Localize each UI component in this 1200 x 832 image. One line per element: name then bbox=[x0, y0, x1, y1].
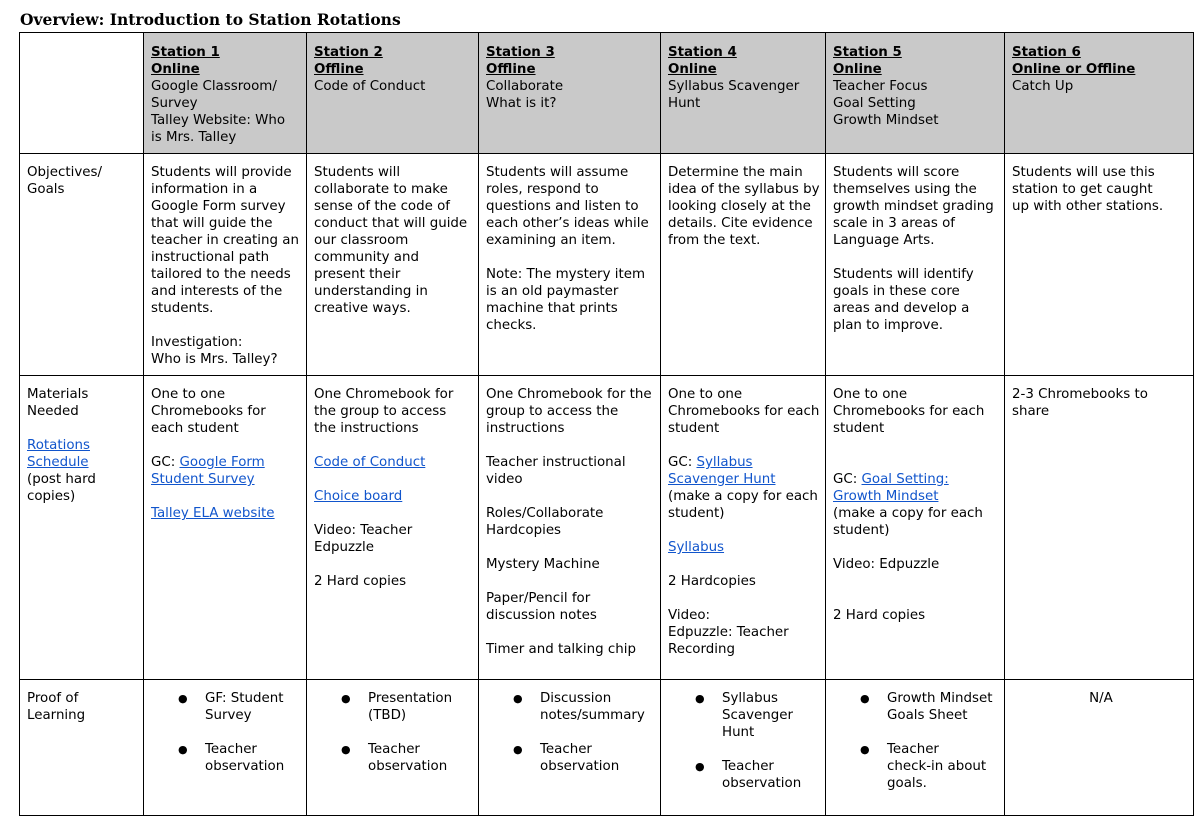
proof-cell bbox=[479, 680, 661, 816]
proof-bullet-list bbox=[314, 690, 475, 775]
proof-bullet-item bbox=[722, 758, 822, 792]
cell-text-line: conduct that will guide bbox=[314, 216, 468, 231]
materials-line: 2 Hardcopies bbox=[668, 574, 756, 589]
na-text: N/A bbox=[1089, 691, 1113, 706]
proof-bullet-item bbox=[887, 690, 1001, 724]
bullet-text-line: ● Syllabus bbox=[722, 691, 779, 706]
objectives-cell bbox=[826, 154, 1005, 376]
proof-bullet-list bbox=[486, 690, 657, 775]
station-rotation-table bbox=[19, 32, 1194, 816]
cell-text-line: understanding in bbox=[314, 284, 428, 299]
syllabus-scavenger-hunt-link[interactable]: Scavenger Hunt bbox=[668, 472, 776, 487]
objectives-row bbox=[20, 154, 1194, 376]
objectives-cell bbox=[307, 154, 479, 376]
cell-text-line: Language Arts. bbox=[833, 233, 935, 248]
bullet-text-line: Goals Sheet bbox=[887, 708, 968, 723]
bullet-text-line: ● Teacher bbox=[368, 742, 420, 757]
cell-text-line: checks. bbox=[486, 318, 537, 333]
cell-text-line: and interests of the bbox=[151, 284, 283, 299]
materials-cell-station-2 bbox=[307, 376, 479, 680]
proof-row bbox=[20, 680, 1194, 816]
station-desc-line: Teacher Focus bbox=[833, 79, 928, 94]
objectives-cell bbox=[144, 154, 307, 376]
materials-line: Video: bbox=[668, 608, 711, 623]
cell-text-line: Students will assume bbox=[486, 165, 629, 180]
materials-line: Mystery Machine bbox=[486, 557, 600, 572]
bullet-text-line: ● Teacher bbox=[722, 759, 774, 774]
bullet-text-line: Scavenger bbox=[722, 708, 793, 723]
page-title: Overview: Introduction to Station Rotations bbox=[20, 10, 401, 29]
cell-text-line: looking closely at the bbox=[668, 199, 811, 214]
cell-text-line: tailored to the needs bbox=[151, 267, 291, 282]
objectives-cell bbox=[661, 154, 826, 376]
proof-cell bbox=[826, 680, 1005, 816]
cell-text-line: plan to improve. bbox=[833, 318, 943, 333]
proof-bullet-item bbox=[722, 690, 822, 741]
materials-line: the group to access bbox=[314, 404, 447, 419]
materials-line: student bbox=[833, 421, 885, 436]
materials-cell-station-5 bbox=[826, 376, 1005, 680]
proof-bullet-item bbox=[368, 741, 475, 775]
station-desc-line: Google Classroom/ bbox=[151, 79, 277, 94]
materials-cell-station-1 bbox=[144, 376, 307, 680]
bullet-text-line: notes/summary bbox=[540, 708, 645, 723]
choice-board-link[interactable]: Choice board bbox=[314, 489, 403, 504]
objectives-cell bbox=[479, 154, 661, 376]
cell-text-line: present their bbox=[314, 267, 401, 282]
proof-bullet-item bbox=[887, 741, 1001, 792]
station-mode: Online bbox=[151, 62, 200, 77]
bullet-text-line: observation bbox=[368, 759, 448, 774]
materials-line: Chromebooks for bbox=[151, 404, 266, 419]
cell-text-line: creative ways. bbox=[314, 301, 411, 316]
cell-text-line: Investigation: bbox=[151, 335, 243, 350]
cell-text-line: Google Form survey bbox=[151, 199, 286, 214]
objectives-cell bbox=[1005, 154, 1194, 376]
station-6-header bbox=[1005, 33, 1194, 154]
materials-line: Timer and talking chip bbox=[486, 642, 636, 657]
station-5-header bbox=[826, 33, 1005, 154]
bullet-text-line: ● Teacher bbox=[887, 742, 939, 757]
materials-line: Chromebooks for each bbox=[668, 404, 820, 419]
rotations-schedule-link[interactable]: Rotations bbox=[27, 438, 90, 453]
station-desc-line: Syllabus Scavenger bbox=[668, 79, 800, 94]
station-desc-line: Survey bbox=[151, 96, 198, 111]
materials-line: 2 Hard copies bbox=[314, 574, 407, 589]
gc-prefix: GC: bbox=[833, 472, 862, 487]
cell-text-line: students. bbox=[151, 301, 214, 316]
station-mode: Online bbox=[668, 62, 717, 77]
row-label-line: Objectives/ bbox=[27, 165, 102, 180]
cell-text-line: Who is Mrs. Talley? bbox=[151, 352, 278, 367]
materials-line: (make a copy for each bbox=[668, 489, 818, 504]
materials-cell-station-6 bbox=[1005, 376, 1194, 680]
station-desc-line: Growth Mindset bbox=[833, 113, 939, 128]
proof-bullet-item bbox=[540, 741, 657, 775]
cell-text-line: up with other stations. bbox=[1012, 199, 1164, 214]
station-desc-line: Talley Website: Who bbox=[151, 113, 286, 128]
materials-row bbox=[20, 376, 1194, 680]
materials-line: group to access the bbox=[486, 404, 619, 419]
cell-text-line: areas and develop a bbox=[833, 301, 970, 316]
corner-cell bbox=[20, 33, 144, 154]
station-name: Station 5 bbox=[833, 45, 902, 60]
materials-line: the instructions bbox=[314, 421, 419, 436]
materials-line: Edpuzzle bbox=[314, 540, 374, 555]
station-mode: Offline bbox=[314, 62, 364, 77]
proof-bullet-list bbox=[833, 690, 1001, 792]
materials-line: each student bbox=[151, 421, 239, 436]
proof-bullet-item bbox=[368, 690, 475, 724]
station-mode: Offline bbox=[486, 62, 536, 77]
proof-bullet-item bbox=[540, 690, 657, 724]
talley-website-link[interactable]: Talley ELA website bbox=[151, 506, 275, 521]
cell-text-line: community and bbox=[314, 250, 419, 265]
row-label-line: Materials bbox=[27, 387, 89, 402]
google-form-link[interactable]: Google Form bbox=[179, 455, 265, 470]
materials-cell-station-3 bbox=[479, 376, 661, 680]
materials-line: One to one bbox=[833, 387, 908, 402]
materials-line: One to one bbox=[151, 387, 226, 402]
row-label-line: Goals bbox=[27, 182, 65, 197]
bullet-text-line: observation bbox=[205, 759, 285, 774]
bullet-text-line: (TBD) bbox=[368, 708, 407, 723]
cell-text-line: themselves using the bbox=[833, 182, 977, 197]
station-3-header bbox=[479, 33, 661, 154]
gc-prefix: GC: bbox=[151, 455, 180, 470]
station-desc-line: Catch Up bbox=[1012, 79, 1074, 94]
materials-line: One Chromebook for bbox=[314, 387, 454, 402]
cell-text-line: questions and listen to bbox=[486, 199, 639, 214]
station-desc-line: Hunt bbox=[668, 96, 701, 111]
bullet-text-line: ● Discussion bbox=[540, 691, 612, 706]
station-desc-line: Collaborate bbox=[486, 79, 564, 94]
materials-line: discussion notes bbox=[486, 608, 597, 623]
cell-text-line: Students will provide bbox=[151, 165, 292, 180]
materials-line: student) bbox=[668, 506, 725, 521]
cell-text-line: each other’s ideas while bbox=[486, 216, 649, 231]
station-desc-line: Goal Setting bbox=[833, 96, 916, 111]
station-4-header bbox=[661, 33, 826, 154]
cell-text-line: collaborate to make bbox=[314, 182, 448, 197]
goal-setting-link[interactable]: Growth Mindset bbox=[833, 489, 939, 504]
materials-line: Roles/Collaborate bbox=[486, 506, 604, 521]
cell-text-line: station to get caught bbox=[1012, 182, 1153, 197]
materials-line: Hardcopies bbox=[486, 523, 562, 538]
materials-line: Recording bbox=[668, 642, 735, 657]
gc-prefix: GC: bbox=[668, 455, 697, 470]
station-mode: Online or Offline bbox=[1012, 62, 1136, 77]
bullet-text-line: check-in about bbox=[887, 759, 987, 774]
bullet-text-line: ● Presentation bbox=[368, 691, 453, 706]
proof-bullet-item bbox=[205, 690, 303, 724]
station-2-header bbox=[307, 33, 479, 154]
cell-text-line: machine that prints bbox=[486, 301, 618, 316]
materials-line: 2-3 Chromebooks to bbox=[1012, 387, 1148, 402]
cell-text-line: idea of the syllabus by bbox=[668, 182, 820, 197]
bullet-text-line: ● Teacher bbox=[540, 742, 592, 757]
cell-text-line: examining an item. bbox=[486, 233, 616, 248]
bullet-text-line: Hunt bbox=[722, 725, 755, 740]
proof-cell bbox=[661, 680, 826, 816]
bullet-text-line: ● GF: Student bbox=[205, 691, 284, 706]
cell-text-line: sense of the code of bbox=[314, 199, 451, 214]
cell-text-line: growth mindset grading bbox=[833, 199, 994, 214]
cell-text-line: Students will identify bbox=[833, 267, 974, 282]
materials-line: Teacher instructional bbox=[486, 455, 626, 470]
syllabus-scavenger-hunt-link[interactable]: Syllabus bbox=[696, 455, 753, 470]
cell-text-line: scale in 3 areas of bbox=[833, 216, 955, 231]
materials-line: student bbox=[668, 421, 720, 436]
cell-text-line: roles, respond to bbox=[486, 182, 599, 197]
materials-line: (make a copy for each bbox=[833, 506, 983, 521]
row-label-line: copies) bbox=[27, 489, 76, 504]
row-label-line: Learning bbox=[27, 708, 86, 723]
row-label-materials bbox=[20, 376, 144, 680]
station-1-header bbox=[144, 33, 307, 154]
station-mode: Online bbox=[833, 62, 882, 77]
header-row bbox=[20, 33, 1194, 154]
cell-text-line: is an old paymaster bbox=[486, 284, 619, 299]
cell-text-line: Students will bbox=[314, 165, 401, 180]
cell-text-line: that will guide the bbox=[151, 216, 273, 231]
google-form-link[interactable]: Student Survey bbox=[151, 472, 255, 487]
materials-cell-station-4 bbox=[661, 376, 826, 680]
station-desc-line: is Mrs. Talley bbox=[151, 130, 237, 145]
materials-line: 2 Hard copies bbox=[833, 608, 926, 623]
cell-text-line: Students will use this bbox=[1012, 165, 1155, 180]
row-label-objectives bbox=[20, 154, 144, 376]
materials-line: instructions bbox=[486, 421, 565, 436]
materials-line: Paper/Pencil for bbox=[486, 591, 591, 606]
cell-text-line: teacher in creating an bbox=[151, 233, 299, 248]
cell-text-line: information in a bbox=[151, 182, 258, 197]
cell-text-line: Students will score bbox=[833, 165, 960, 180]
rotations-schedule-link[interactable]: Schedule bbox=[27, 455, 89, 470]
row-label-line: Needed bbox=[27, 404, 79, 419]
station-name: Station 1 bbox=[151, 45, 220, 60]
station-desc-line: Code of Conduct bbox=[314, 79, 426, 94]
cell-text-line: our classroom bbox=[314, 233, 409, 248]
materials-line: Edpuzzle: Teacher bbox=[668, 625, 789, 640]
cell-text-line: from the text. bbox=[668, 233, 761, 248]
station-desc-line: What is it? bbox=[486, 96, 557, 111]
row-label-proof bbox=[20, 680, 144, 816]
proof-cell bbox=[144, 680, 307, 816]
cell-text-line: Determine the main bbox=[668, 165, 803, 180]
bullet-text-line: goals. bbox=[887, 776, 927, 791]
bullet-text-line: observation bbox=[722, 776, 802, 791]
cell-text-line: goals in these core bbox=[833, 284, 960, 299]
station-name: Station 6 bbox=[1012, 45, 1081, 60]
bullet-text-line: ● Teacher bbox=[205, 742, 257, 757]
materials-line: Video: Edpuzzle bbox=[833, 557, 940, 572]
proof-bullet-list bbox=[151, 690, 303, 775]
proof-bullet-list bbox=[668, 690, 822, 792]
bullet-text-line: Survey bbox=[205, 708, 252, 723]
materials-line: Video: Teacher bbox=[314, 523, 413, 538]
proof-cell-station-6 bbox=[1005, 680, 1194, 816]
cell-text-line: instructional path bbox=[151, 250, 270, 265]
station-name: Station 4 bbox=[668, 45, 737, 60]
code-of-conduct-link[interactable]: Code of Conduct bbox=[314, 455, 426, 470]
row-label-line: (post hard bbox=[27, 472, 96, 487]
row-label-line: Proof of bbox=[27, 691, 79, 706]
materials-line: One to one bbox=[668, 387, 743, 402]
goal-setting-link[interactable]: Goal Setting: bbox=[861, 472, 949, 487]
materials-line: share bbox=[1012, 404, 1050, 419]
materials-line: Chromebooks for each bbox=[833, 404, 985, 419]
cell-text-line: details. Cite evidence bbox=[668, 216, 813, 231]
syllabus-link[interactable]: Syllabus bbox=[668, 540, 725, 555]
bullet-text-line: observation bbox=[540, 759, 620, 774]
bullet-text-line: ● Growth Mindset bbox=[887, 691, 993, 706]
station-name: Station 2 bbox=[314, 45, 383, 60]
materials-line: student) bbox=[833, 523, 890, 538]
proof-bullet-item bbox=[205, 741, 303, 775]
materials-line: video bbox=[486, 472, 523, 487]
materials-line: One Chromebook for the bbox=[486, 387, 652, 402]
cell-text-line: Note: The mystery item bbox=[486, 267, 646, 282]
proof-cell bbox=[307, 680, 479, 816]
station-name: Station 3 bbox=[486, 45, 555, 60]
